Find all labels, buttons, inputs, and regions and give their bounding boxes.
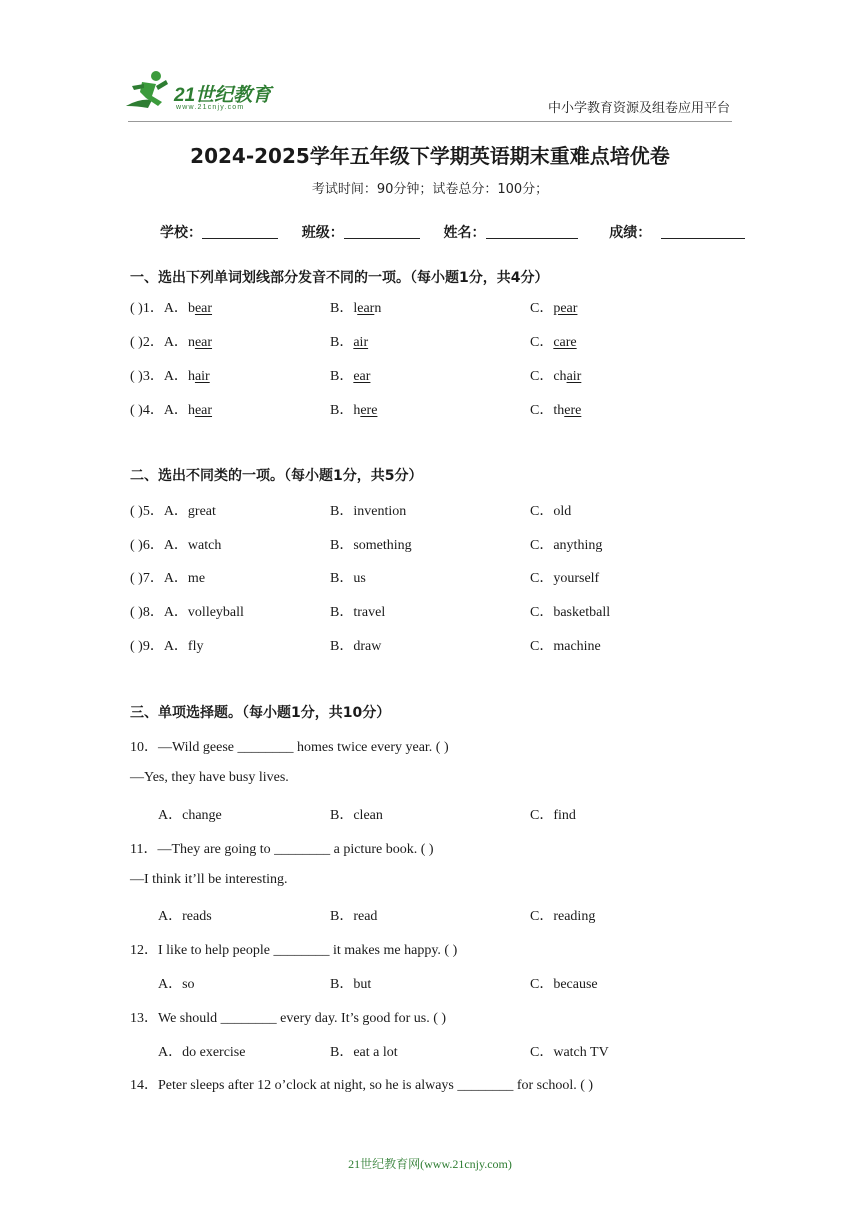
question-row: ( )9．A．fly B．draw C．machine xyxy=(130,639,601,654)
option-b: B．but xyxy=(330,977,372,992)
option-b: B．read xyxy=(330,909,378,924)
section1-heading: 一、选出下列单词划线部分发音不同的一项。（每小题1分，共4分） xyxy=(130,270,549,286)
question-row: ( )6．A．watch B．something C．anything xyxy=(130,538,603,553)
class-label: 班级： xyxy=(301,225,344,241)
class-blank[interactable] xyxy=(344,224,420,239)
score-label: 成绩： xyxy=(609,225,652,241)
option-a: A．reads xyxy=(158,909,212,924)
question-reply: —Yes, they have busy lives. xyxy=(130,770,289,785)
question-row: ( )1．A．bear B．learn C．pear xyxy=(130,301,578,316)
option-c: C．because xyxy=(530,977,598,992)
question-reply: —I think it’ll be interesting. xyxy=(130,872,288,887)
logo-url: www.21cnjy.com xyxy=(176,104,245,111)
logo-text: 21世纪教育 xyxy=(174,85,272,106)
question-stem: 11．—They are going to ________ a picture book. ( ) xyxy=(130,842,434,857)
platform-name: 中小学教育资源及组卷应用平台 xyxy=(547,101,730,116)
score-blank[interactable] xyxy=(661,224,745,239)
option-b: B．clean xyxy=(330,808,383,823)
question-stem: 13．We should ________ every day. It’s good for us. ( ) xyxy=(130,1011,447,1026)
option-a: A．so xyxy=(158,977,195,992)
option-a: A．change xyxy=(158,808,222,823)
question-row: ( )7．A．me B．us C．yourself xyxy=(130,571,600,586)
runner-logo-icon xyxy=(122,68,174,114)
question-row: ( )4．A．hear B．here C．there xyxy=(130,403,582,418)
site-logo xyxy=(122,68,292,118)
page-title: 2024-2025学年五年级下学期英语期末重难点培优卷 xyxy=(190,144,670,168)
section3-heading: 三、单项选择题。（每小题1分，共10分） xyxy=(130,705,391,721)
option-a: A．do exercise xyxy=(158,1045,246,1060)
footer-link[interactable]: 21世纪教育网(www.21cnjy.com) xyxy=(348,1157,512,1171)
name-label: 姓名： xyxy=(443,225,486,241)
question-stem: 10．—Wild geese ________ homes twice every year. ( ) xyxy=(130,740,449,755)
option-c: C．reading xyxy=(530,909,596,924)
option-c: C．watch TV xyxy=(530,1045,609,1060)
exam-info: 考试时间：90分钟；试卷总分：100分； xyxy=(311,182,549,197)
school-label: 学校： xyxy=(160,225,202,241)
section2-heading: 二、选出不同类的一项。（每小题1分，共5分） xyxy=(130,468,423,484)
question-stem: 14．Peter sleeps after 12 o’clock at night, so he is always ________ for school. ( ) xyxy=(130,1078,594,1093)
header-divider xyxy=(128,121,732,122)
question-row: ( )3．A．hair B．ear C．chair xyxy=(130,369,582,384)
option-c: C．find xyxy=(530,808,576,823)
question-stem: 12．I like to help people ________ it makes me happy. ( ) xyxy=(130,943,458,958)
school-blank[interactable] xyxy=(202,224,278,239)
question-row: ( )5．A．great B．invention C．old xyxy=(130,504,572,519)
student-info-line xyxy=(160,222,745,242)
name-blank[interactable] xyxy=(486,224,578,239)
question-row: ( )8．A．volleyball B．travel C．basketball xyxy=(130,605,611,620)
option-b: B．eat a lot xyxy=(330,1045,398,1060)
question-row: ( )2．A．near B．air C．care xyxy=(130,335,577,350)
